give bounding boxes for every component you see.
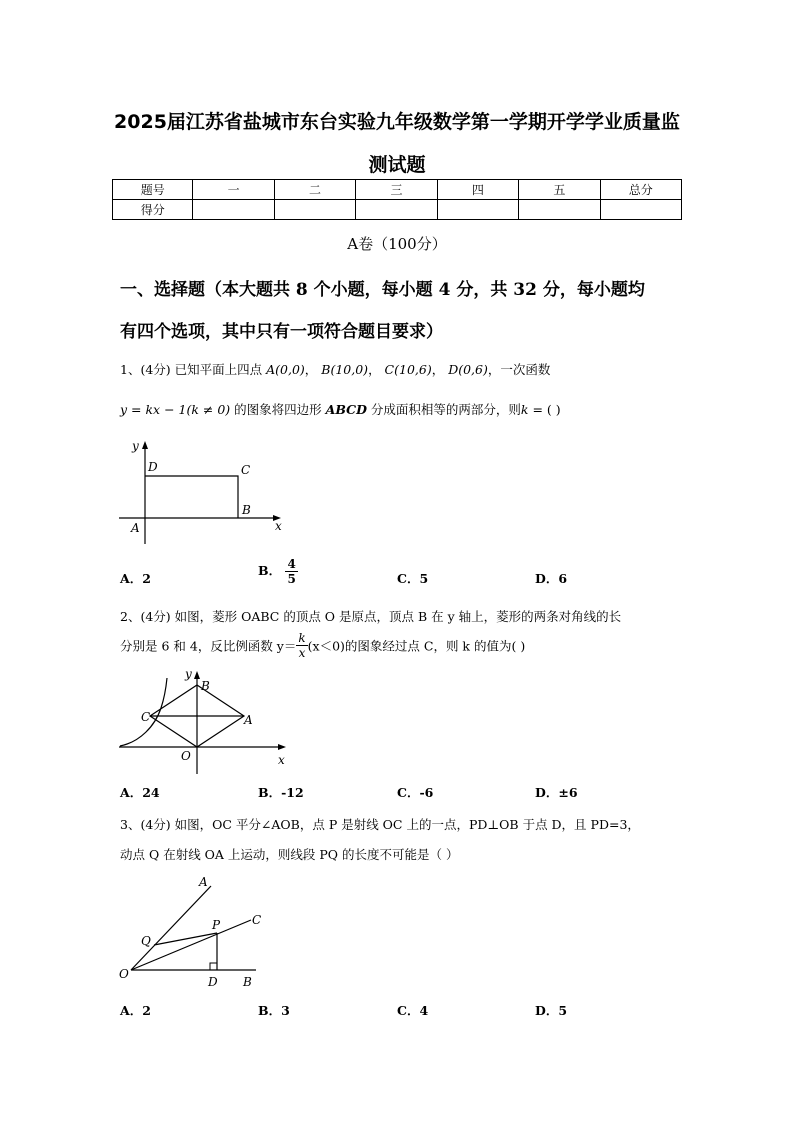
q1-point-c: C(10,6): [384, 362, 432, 377]
volume-label: A卷（100分）: [347, 235, 447, 253]
q1-function: y = kx − 1(k ≠ 0): [120, 402, 231, 417]
q3-label-c: C: [252, 913, 262, 927]
score-table-cell: 四: [437, 180, 518, 200]
q3-ray-oa: [131, 886, 211, 970]
score-table-cell: 得分: [113, 200, 193, 220]
q2-fraction: [296, 631, 307, 660]
q1-text4: = ( ): [528, 402, 561, 417]
page-title-line2: 测试题: [368, 154, 426, 176]
score-table: [112, 179, 682, 220]
q1-figure: [115, 436, 290, 548]
q1-option-a[interactable]: A．2: [120, 571, 151, 586]
q2-y-arrow: [194, 671, 200, 679]
q1-label-d: D: [148, 460, 158, 474]
q1-label-x: x: [275, 519, 282, 533]
q3-option-d[interactable]: D．5: [535, 1003, 568, 1018]
q1-text2: 的图象将四边形: [230, 402, 326, 417]
q3-label-p: P: [212, 918, 221, 932]
q1-option-c[interactable]: C．5: [397, 571, 429, 586]
q1-option-b[interactable]: [258, 557, 298, 586]
score-table-score-row: [113, 200, 682, 220]
q3-option-c[interactable]: C．4: [397, 1003, 429, 1018]
q2-option-b[interactable]: B．-12: [258, 785, 304, 800]
page-title-line1: 2025届江苏省盐城市东台实验九年级数学第一学期开学学业质量监: [114, 111, 680, 133]
q2-label-y: y: [185, 667, 192, 681]
score-table-cell: 二: [274, 180, 355, 200]
q2-label-o: O: [181, 749, 191, 763]
q1-label-a: A: [131, 521, 140, 535]
q2-frac-den: x: [298, 646, 306, 660]
q1-point-a: A(0,0): [266, 362, 305, 377]
section-heading-line2: 有四个选项，其中只有一项符合题目要求）: [120, 322, 443, 342]
q2-line1: 2、(4分) 如图，菱形 OABC 的顶点 O 是原点，顶点 B 在 y 轴上，菱形的两条对角线的长: [120, 609, 622, 624]
q3-right-angle-mark: [210, 963, 217, 970]
q3-option-b[interactable]: B．3: [258, 1003, 290, 1018]
q1-point-d: D(0,6): [448, 362, 488, 377]
q1-option-b-numerator: 4: [287, 557, 296, 571]
q3-line1: 3、(4分) 如图，OC 平分∠AOB，点 P 是射线 OC 上的一点，PD⊥OB 于点 D，且 PD=3，: [120, 817, 640, 832]
q3-label-b: B: [243, 975, 252, 989]
score-table-cell: 题号: [113, 180, 193, 200]
q1-shape: ABCD: [325, 402, 367, 417]
q1-option-b-prefix: B．: [258, 563, 282, 578]
q1-option-d[interactable]: D．6: [535, 571, 568, 586]
q1-tail: ，一次函数: [487, 362, 551, 377]
q2-label-b: B: [201, 679, 210, 693]
q3-segment-pq: [154, 933, 217, 945]
q1-option-b-denominator: 5: [287, 572, 296, 586]
q2-text-post: (x＜0)的图象经过点 C，则 k 的值为( ): [307, 638, 526, 654]
q3-option-a[interactable]: A．2: [120, 1003, 151, 1018]
q1-label-b: B: [242, 503, 251, 517]
q2-option-d[interactable]: D．±6: [535, 785, 578, 800]
q3-label-d: D: [208, 975, 218, 989]
q1-label-y: y: [132, 439, 139, 453]
q1-label-c: C: [241, 463, 251, 477]
q2-line2: [120, 631, 525, 660]
q1-y-arrow: [142, 441, 148, 449]
q2-x-arrow: [278, 744, 286, 750]
q1-line1: 1、(4分) 已知平面上四点 A(0,0)， B(10,0)， C(10,6)， D(0,6)，一次函数: [120, 362, 551, 377]
q1-rectangle: [145, 476, 238, 518]
q1-point-b: B(10,0): [321, 362, 369, 377]
score-table-cell: 三: [356, 180, 437, 200]
q1-option-b-fraction: [285, 557, 297, 586]
q1-k: k: [520, 402, 529, 417]
score-input-cell[interactable]: [274, 200, 355, 220]
q2-figure: [115, 666, 295, 778]
score-input-cell[interactable]: [519, 200, 600, 220]
q3-label-q: Q: [141, 934, 151, 948]
score-table-cell: 总分: [600, 180, 681, 200]
q2-frac-num: k: [298, 631, 306, 645]
q1-stem: 1、(4分) 已知平面上四点: [120, 362, 263, 377]
score-table-cell: 五: [519, 180, 600, 200]
q2-label-x: x: [278, 753, 285, 767]
score-table-cell: 一: [193, 180, 274, 200]
q2-label-c: C: [141, 710, 151, 724]
q2-option-a[interactable]: A．24: [120, 785, 160, 800]
q3-figure: [115, 872, 275, 992]
score-input-cell[interactable]: [600, 200, 681, 220]
score-input-cell[interactable]: [356, 200, 437, 220]
q3-line2: 动点 Q 在射线 OA 上运动，则线段 PQ 的长度不可能是（ ）: [120, 847, 459, 862]
q3-label-a: A: [199, 875, 208, 889]
q3-label-o: O: [119, 967, 129, 981]
q1-text3: 分成面积相等的两部分，则: [366, 402, 521, 417]
score-input-cell[interactable]: [193, 200, 274, 220]
section-heading-line1: 一、选择题（本大题共 8 个小题，每小题 4 分，共 32 分，每小题均: [120, 280, 645, 300]
score-table-header-row: [113, 180, 682, 200]
q1-line2: [120, 400, 561, 418]
q2-text-pre: 分别是 6 和 4，反比例函数 y＝: [120, 638, 297, 654]
q2-option-c[interactable]: C．-6: [397, 785, 434, 800]
q2-label-a: A: [244, 713, 253, 727]
score-input-cell[interactable]: [437, 200, 518, 220]
